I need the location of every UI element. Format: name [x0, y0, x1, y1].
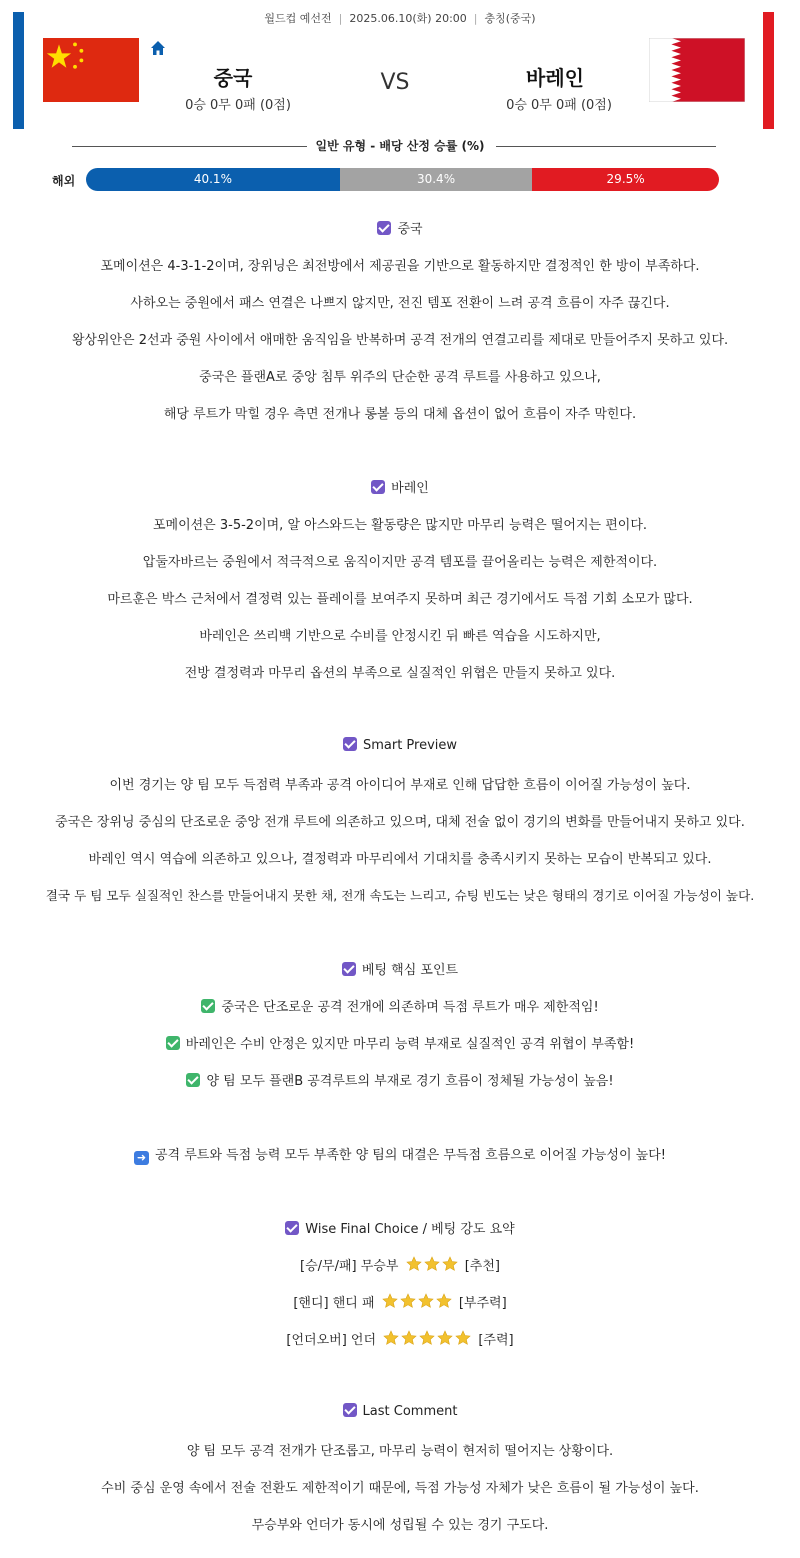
star-rating: [381, 1293, 453, 1313]
odds-draw-segment: 30.4%: [340, 168, 532, 191]
match-venue: 충칭(중국): [484, 12, 536, 25]
star-icon: [455, 1330, 471, 1346]
star-rating: [405, 1256, 459, 1276]
pick-market: [승/무/패]: [300, 1259, 357, 1274]
final-pick-row: [0, 1255, 800, 1276]
point-item: 중국은 단조로운 공격 전개에 의존하며 득점 루트가 매우 제한적임!: [0, 996, 800, 1015]
comment-line: 양 팀 모두 공격 전개가 단조롭고, 마무리 능력이 현저히 떨어지는 상황이다.: [186, 1444, 614, 1459]
checkbox-icon: [342, 962, 356, 976]
star-icon: [400, 1293, 416, 1309]
bahrain-section-title: 바레인: [0, 477, 800, 496]
star-icon: [406, 1256, 422, 1272]
home-color-bar: [13, 12, 24, 129]
china-section-title: 중국: [0, 218, 800, 237]
preview-line: 이번 경기는 양 팀 모두 득점력 부족과 공격 아이디어 부재로 인해 답답한 흐름이 이어질 가능성이 높다.: [109, 778, 691, 793]
arrow-right-icon: ➜: [134, 1151, 149, 1165]
checkbox-icon: [343, 1403, 357, 1417]
green-check-icon: [201, 999, 215, 1013]
bahrain-line: 전방 결정력과 마무리 옵션의 부족으로 실질적인 위협은 만들지 못하고 있다.: [184, 666, 616, 681]
bahrain-line: 압둘자바르는 중원에서 적극적으로 움직이지만 공격 템포를 끌어올리는 능력은 제한적이다.: [142, 555, 658, 570]
star-icon: [401, 1330, 417, 1346]
china-line: 왕상위안은 2선과 중원 사이에서 애매한 움직임을 반복하며 공격 전개의 연결고리를 제대로 만들어주지 못하고 있다.: [71, 333, 729, 348]
preview-line: 바레인 역시 역습에 의존하고 있으나, 결정력과 마무리에서 기대치를 충족시키지 못하는 모습이 반복되고 있다.: [88, 852, 712, 867]
china-line: 사하오는 중원에서 패스 연결은 나쁘지 않지만, 전진 템포 전환이 느려 공격 흐름이 자주 끊긴다.: [130, 296, 670, 311]
star-rating: [382, 1330, 472, 1350]
away-team-record: 0승 0무 0패 (0점): [506, 98, 612, 113]
points-section-title: 베팅 핵심 포인트: [0, 959, 800, 978]
checkbox-icon: [371, 480, 385, 494]
green-check-icon: [166, 1036, 180, 1050]
china-line: 포메이션은 4-3-1-2이며, 장위닝은 최전방에서 제공권을 기반으로 활동하지만 결정적인 한 방이 부족하다.: [100, 259, 700, 274]
vs-label: VS: [380, 70, 410, 95]
home-team-name: 중국: [213, 66, 253, 90]
checkbox-icon: [377, 221, 391, 235]
match-meta: 월드컵 예선전 | 2025.06.10(화) 20:00 | 충칭(중국): [264, 12, 536, 25]
point-item: 바레인은 수비 안정은 있지만 마무리 능력 부재로 실질적인 공격 위협이 부족함!: [0, 1033, 800, 1052]
final-pick-row: [0, 1292, 800, 1313]
star-icon: [383, 1330, 399, 1346]
odds-home-segment: 40.1%: [86, 168, 340, 191]
pick-value: 언더: [350, 1333, 377, 1348]
home-icon[interactable]: [150, 40, 166, 56]
star-icon: [437, 1330, 453, 1346]
pick-strength: [추천]: [464, 1259, 500, 1274]
pick-market: [언더오버]: [286, 1333, 347, 1348]
bahrain-flag-icon: [649, 38, 745, 102]
checkbox-icon: [343, 737, 357, 751]
china-line: 해당 루트가 막힐 경우 측면 전개나 롱볼 등의 대체 옵션이 없어 흐름이 자주 막힌다.: [163, 407, 637, 422]
comment-section-title: Last Comment: [0, 1403, 800, 1419]
comment-line: 수비 중심 운영 속에서 전술 전환도 제한적이기 때문에, 득점 가능성 자체가 낮은 흐름이 될 가능성이 높다.: [101, 1481, 699, 1496]
away-color-bar: [763, 12, 774, 129]
odds-away-segment: 29.5%: [532, 168, 719, 191]
odds-source-label: 해외: [52, 174, 76, 188]
china-flag-icon: [43, 38, 139, 102]
bahrain-line: 바레인은 쓰리백 기반으로 수비를 안정시킨 뒤 빠른 역습을 시도하지만,: [199, 629, 601, 644]
star-icon: [424, 1256, 440, 1272]
preview-section-title: Smart Preview: [0, 737, 800, 753]
star-icon: [418, 1293, 434, 1309]
pick-value: 핸디 패: [332, 1296, 375, 1311]
odds-title: 일반 유형 - 배당 산정 승률 (%): [315, 139, 485, 153]
pick-strength: [주력]: [478, 1333, 514, 1348]
pick-strength: [부주력]: [458, 1296, 507, 1311]
preview-line: 중국은 장위닝 중심의 단조로운 중앙 전개 루트에 의존하고 있으며, 대체 전술 없이 경기의 변화를 만들어내지 못하고 있다.: [55, 815, 745, 830]
away-team-name: 바레인: [526, 66, 584, 90]
star-icon: [436, 1293, 452, 1309]
match-datetime: 2025.06.10(화) 20:00: [349, 12, 467, 25]
odds-bar: [86, 168, 719, 191]
league-name: 월드컵 예선전: [264, 12, 332, 25]
bahrain-line: 포메이션은 3-5-2이며, 알 아스와드는 활동량은 많지만 마무리 능력은 떨어지는 편이다.: [152, 518, 648, 533]
pick-market: [핸디]: [293, 1296, 329, 1311]
comment-line: 무승부와 언더가 동시에 성립될 수 있는 경기 구도다.: [251, 1518, 549, 1533]
china-line: 중국은 플랜A로 중앙 침투 위주의 단순한 공격 루트를 사용하고 있으나,: [199, 370, 601, 385]
preview-line: 결국 두 팀 모두 실질적인 찬스를 만들어내지 못한 채, 전개 속도는 느리고, 슈팅 빈도는 낮은 형태의 경기로 이어질 가능성이 높다.: [45, 888, 755, 903]
points-conclusion: ➜ 공격 루트와 득점 능력 모두 부족한 양 팀의 대결은 무득점 흐름으로 이어질 가능성이 높다!: [0, 1144, 800, 1165]
star-icon: [419, 1330, 435, 1346]
pick-value: 무승부: [360, 1259, 399, 1274]
point-item: 양 팀 모두 플랜B 공격루트의 부재로 경기 흐름이 정체될 가능성이 높음!: [0, 1070, 800, 1089]
star-icon: [442, 1256, 458, 1272]
home-team-record: 0승 0무 0패 (0점): [185, 98, 291, 113]
final-section-title: Wise Final Choice / 베팅 강도 요약: [0, 1218, 800, 1237]
star-icon: [382, 1293, 398, 1309]
bahrain-line: 마르훈은 박스 근처에서 결정력 있는 플레이를 보여주지 못하며 최근 경기에서도 득점 기회 소모가 많다.: [107, 592, 693, 607]
final-pick-row: [0, 1329, 800, 1350]
checkbox-icon: [285, 1221, 299, 1235]
green-check-icon: [186, 1073, 200, 1087]
